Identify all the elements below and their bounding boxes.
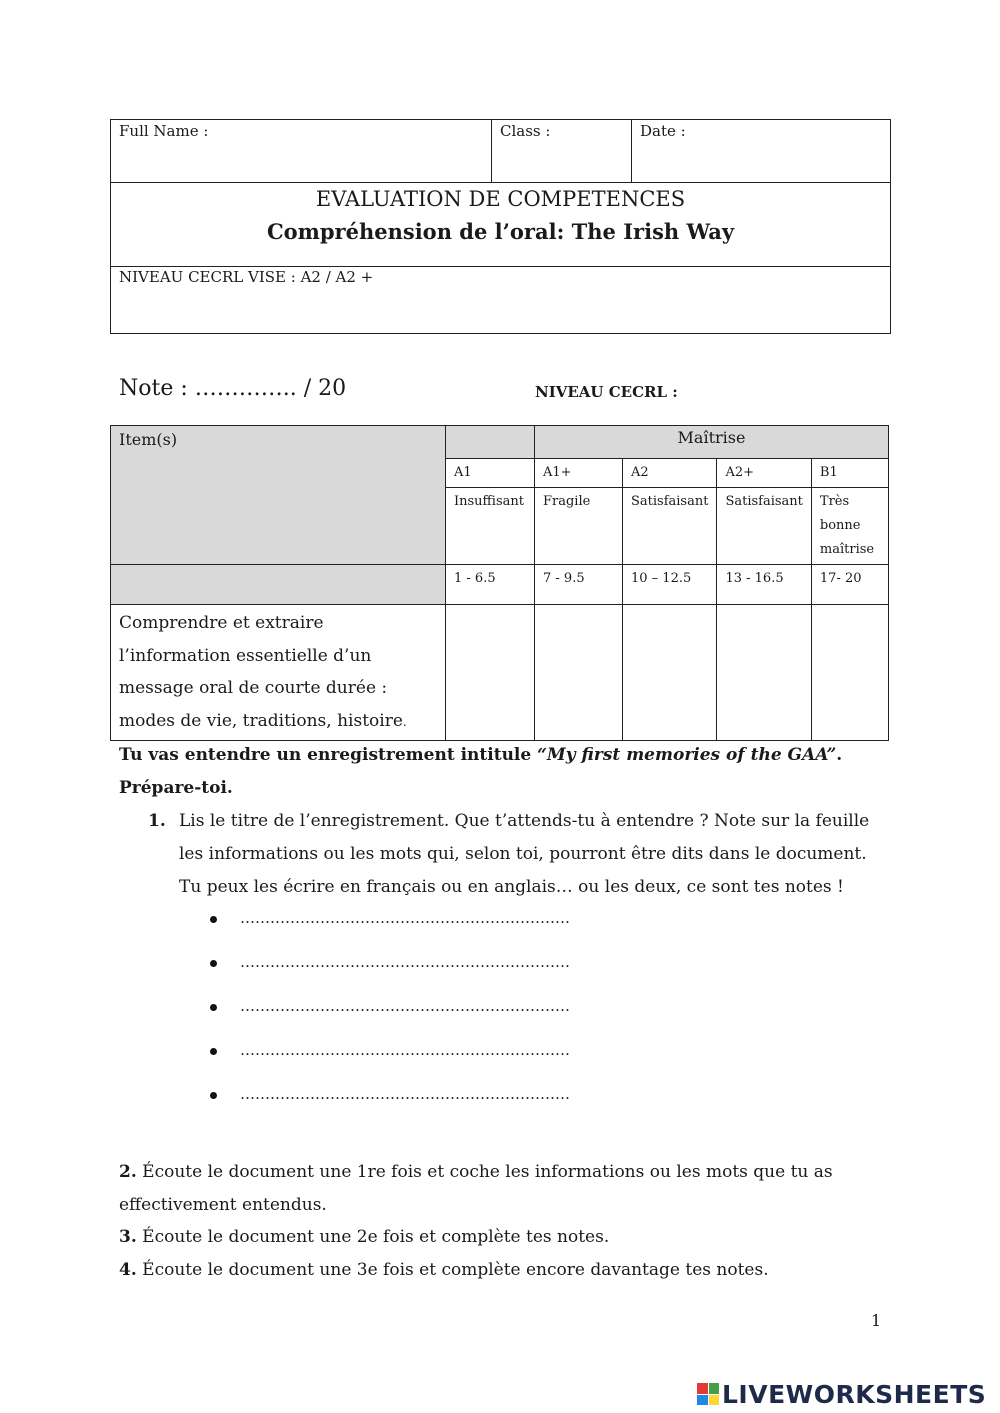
level-desc: Satisfaisant <box>717 488 811 565</box>
class-label: Class : <box>500 122 551 140</box>
eval-title: EVALUATION DE COMPETENCES <box>315 187 686 211</box>
answer-blank[interactable]: ………………………………………………………… <box>240 953 570 971</box>
answer-blank[interactable]: ………………………………………………………… <box>240 997 570 1015</box>
logo-square <box>709 1395 720 1406</box>
logo-text: LIVEWORKSHEETS <box>722 1379 987 1409</box>
grade-cell-a1[interactable] <box>446 605 535 741</box>
bullet-icon <box>210 1048 217 1055</box>
level-code: A1 <box>446 459 535 488</box>
level-code: B1 <box>811 459 888 488</box>
q3-text: Écoute le document une 2e fois et complète tes notes. <box>136 1227 610 1247</box>
answer-blank[interactable]: ………………………………………………………… <box>240 909 570 927</box>
grid-empty-header <box>446 426 535 459</box>
q3-line <box>119 1221 609 1254</box>
full-name-cell[interactable] <box>111 120 492 183</box>
intro-line <box>119 739 842 772</box>
logo-square <box>709 1383 720 1394</box>
maitrise-label: Maîtrise <box>677 428 746 447</box>
q2-line <box>119 1156 891 1222</box>
level-range: 1 - 6.5 <box>446 565 535 605</box>
level-code: A1+ <box>535 459 623 488</box>
grade-cell-b1[interactable] <box>811 605 888 741</box>
item-text-end: . <box>402 714 407 729</box>
logo-square <box>697 1395 708 1406</box>
logo-square <box>697 1383 708 1394</box>
full-name-label: Full Name : <box>119 122 209 140</box>
items-header-label: Item(s) <box>119 430 178 449</box>
liveworksheets-logo[interactable] <box>697 1379 986 1409</box>
q4-number: 4. <box>119 1260 137 1280</box>
items-header <box>111 426 446 565</box>
grid-shaded-cell <box>111 565 446 605</box>
answer-blank[interactable]: ………………………………………………………… <box>240 1041 570 1059</box>
answer-blank[interactable]: ………………………………………………………… <box>240 1085 570 1103</box>
level-desc: Insuffisant <box>446 488 535 565</box>
maitrise-header <box>535 426 889 459</box>
q1-text: Lis le titre de l’enregistrement. Que t’attends-tu à entendre ? Note sur la feuille les informations ou les mots qui, selon toi, pourront être dits dans le document. Tu peux les écrire en français ou en anglais… ou les deux, ce sont tes notes ! <box>179 811 870 897</box>
evaluation-grid <box>110 425 889 741</box>
intro-title: “My first memories of the GAA” <box>537 745 837 765</box>
page-number: 1 <box>871 1311 882 1330</box>
q1-number: 1. <box>148 811 166 831</box>
note-line[interactable]: Note : ………….. / 20 <box>119 376 347 401</box>
level-desc: Très bonne maîtrise <box>811 488 888 565</box>
intro-end: . <box>836 745 843 765</box>
niveau-vise-cell <box>111 267 891 334</box>
level-range: 7 - 9.5 <box>535 565 623 605</box>
prepare-line: Prépare-toi. <box>119 778 233 798</box>
date-cell[interactable] <box>632 120 891 183</box>
q4-text: Écoute le document une 3e fois et complète encore davantage tes notes. <box>136 1260 769 1280</box>
level-code: A2 <box>623 459 717 488</box>
level-code: A2+ <box>717 459 811 488</box>
bullet-icon <box>210 1092 217 1099</box>
q4-line <box>119 1254 769 1287</box>
intro-text: Tu vas entendre un enregistrement intitule <box>119 745 538 765</box>
niveau-vise: NIVEAU CECRL VISE : A2 / A2 + <box>119 268 374 286</box>
logo-icon <box>697 1383 719 1405</box>
item-text: Comprendre et extraire l’information essentielle d’un message oral de courte durée : modes de vie, traditions, histoire <box>119 613 403 731</box>
level-desc: Satisfaisant <box>623 488 717 565</box>
level-range: 13 - 16.5 <box>717 565 811 605</box>
eval-subtitle: Compréhension de l’oral: The Irish Way <box>266 219 735 244</box>
level-desc: Fragile <box>535 488 623 565</box>
date-label: Date : <box>640 122 686 140</box>
title-cell <box>111 183 891 267</box>
item-description <box>111 605 446 741</box>
level-range: 17- 20 <box>811 565 888 605</box>
grade-cell-a2[interactable] <box>623 605 717 741</box>
header-table <box>110 119 891 334</box>
grade-cell-a2plus[interactable] <box>717 605 811 741</box>
niveau-cecrl-label: NIVEAU CECRL : <box>535 383 678 401</box>
q2-text: Écoute le document une 1re fois et coche les informations ou les mots que tu as effectivement entendus. <box>119 1162 833 1215</box>
level-range: 10 – 12.5 <box>623 565 717 605</box>
bullet-icon <box>210 916 217 923</box>
grade-cell-a1plus[interactable] <box>535 605 623 741</box>
bullet-icon <box>210 1004 217 1011</box>
bullet-icon <box>210 960 217 967</box>
q3-number: 3. <box>119 1227 137 1247</box>
class-cell[interactable] <box>492 120 632 183</box>
q2-number: 2. <box>119 1162 137 1182</box>
